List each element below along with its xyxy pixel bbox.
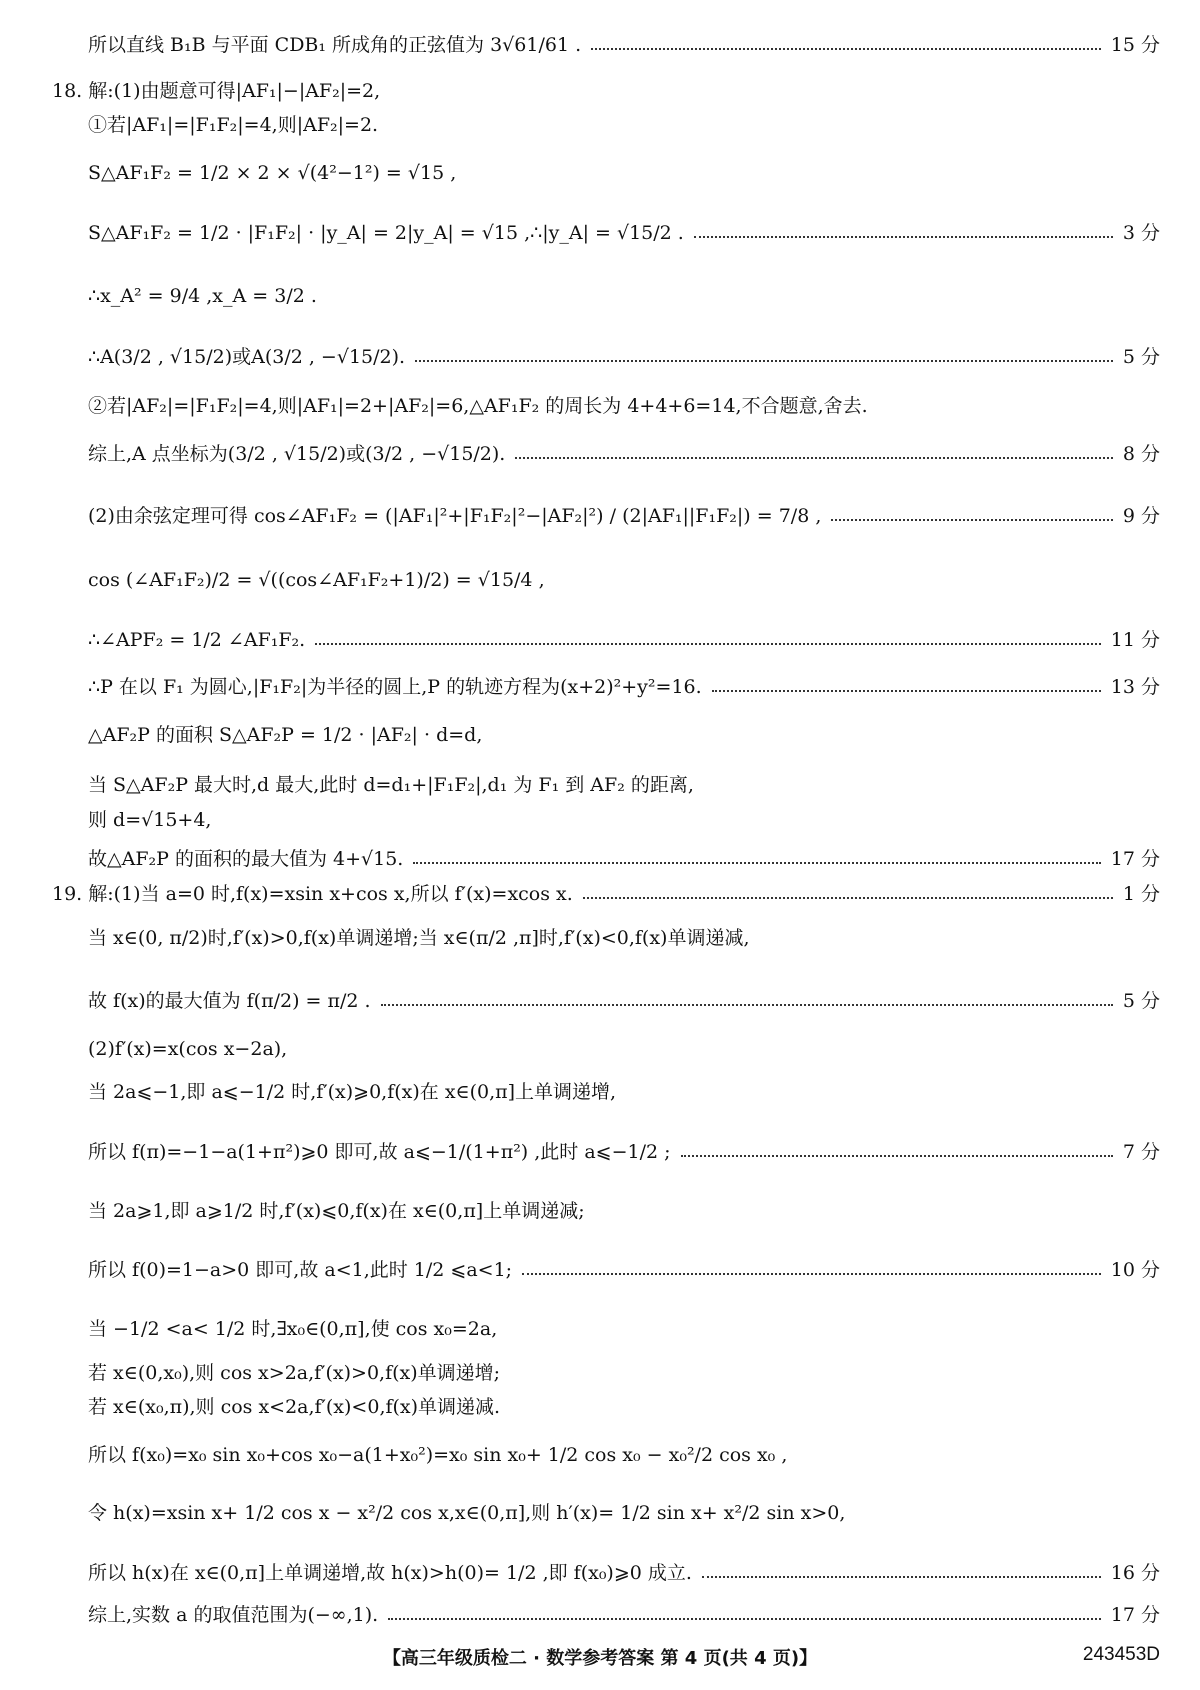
answer-line (88, 722, 1160, 748)
line-text: 则 d=√15+4, (88, 809, 212, 831)
leader-dots (702, 1576, 1101, 1578)
leader-dots (413, 862, 1100, 864)
score-label: 3 分 (1122, 222, 1160, 244)
answer-line (88, 344, 1160, 370)
leader-dots (712, 690, 1101, 692)
score-label: 15 分 (1110, 34, 1160, 56)
line-text: 当 x∈(0, π/2)时,f′(x)>0,f(x)单调递增;当 x∈(π/2 ,π]时,f′(x)<0,f(x)单调递减, (88, 927, 750, 949)
footer-title: 【高三年级质检二 · 数学参考答案 第 4 页(共 4 页)】 (382, 1648, 818, 1669)
score-label: 16 分 (1110, 1562, 1160, 1584)
score-label: 9 分 (1122, 505, 1160, 527)
answer-line (88, 988, 1160, 1014)
answer-line (88, 1079, 1160, 1105)
answer-line (88, 32, 1160, 58)
answer-line (88, 846, 1160, 872)
line-text: 所以直线 B₁B 与平面 CDB₁ 所成角的正弦值为 3√61/61 . (88, 34, 582, 56)
score-label: 11 分 (1110, 629, 1160, 651)
line-text: 所以 f(x₀)=x₀ sin x₀+cos x₀−a(1+x₀²)=x₀ sin x₀+ 1/2 cos x₀ − x₀²/2 cos x₀ , (88, 1444, 788, 1466)
answer-line (88, 807, 1160, 833)
line-text: 当 2a⩽−1,即 a⩽−1/2 时,f′(x)⩾0,f(x)在 x∈(0,π]上单调递增, (88, 1081, 617, 1103)
line-text: 18. 解:(1)由题意可得|AF₁|−|AF₂|=2, (52, 80, 381, 102)
leader-dots (515, 457, 1113, 459)
line-text: 所以 f(π)=−1−a(1+π²)⩾0 即可,故 a⩽−1/(1+π²) ,此时 a⩽−1/2 ; (88, 1141, 671, 1163)
score-label: 7 分 (1122, 1141, 1160, 1163)
line-text: 所以 f(0)=1−a>0 即可,故 a<1,此时 1/2 ⩽a<1; (88, 1259, 513, 1281)
line-text: △AF₂P 的面积 S△AF₂P = 1/2 · |AF₂| · d=d, (88, 724, 483, 746)
score-label: 1 分 (1122, 883, 1160, 905)
line-text: 综上,A 点坐标为(3/2 , √15/2)或(3/2 , −√15/2). (88, 443, 506, 465)
answer-line (88, 627, 1160, 653)
line-text: 故△AF₂P 的面积的最大值为 4+√15. (88, 848, 404, 870)
line-text: ①若|AF₁|=|F₁F₂|=4,则|AF₂|=2. (88, 114, 379, 136)
answer-line (88, 1500, 1160, 1526)
leader-dots (583, 897, 1113, 899)
page-footer (0, 1644, 1200, 1674)
score-label: 17 分 (1110, 848, 1160, 870)
line-text: ∴∠APF₂ = 1/2 ∠AF₁F₂. (88, 629, 306, 651)
answer-line (88, 1139, 1160, 1165)
score-label: 5 分 (1122, 990, 1160, 1012)
leader-dots (381, 1004, 1113, 1006)
score-label: 5 分 (1122, 346, 1160, 368)
answer-line (88, 160, 1160, 186)
line-text: (2)由余弦定理可得 cos∠AF₁F₂ = (|AF₁|²+|F₁F₂|²−|AF₂|²) / (2|AF₁||F₁F₂|) = 7/8 , (88, 505, 822, 527)
document-code: 243453D (1082, 1644, 1160, 1665)
answer-line (88, 1360, 1160, 1386)
answer-line (88, 1442, 1160, 1468)
answer-line (88, 503, 1160, 529)
answer-line (88, 1602, 1160, 1628)
answer-line (88, 925, 1160, 951)
leader-dots (415, 360, 1113, 362)
answer-line (88, 1257, 1160, 1283)
line-text: 故 f(x)的最大值为 f(π/2) = π/2 . (88, 990, 371, 1012)
answer-line (52, 881, 1160, 907)
line-text: 当 −1/2 <a< 1/2 时,∃x₀∈(0,π],使 cos x₀=2a, (88, 1318, 498, 1340)
answer-line (88, 220, 1160, 246)
answer-line (88, 112, 1160, 138)
leader-dots (831, 519, 1112, 521)
score-label: 10 分 (1110, 1259, 1160, 1281)
line-text: 令 h(x)=xsin x+ 1/2 cos x − x²/2 cos x,x∈(0,π],则 h′(x)= 1/2 sin x+ x²/2 sin x>0, (88, 1502, 846, 1524)
leader-dots (388, 1618, 1101, 1620)
score-label: 17 分 (1110, 1604, 1160, 1626)
line-text: 所以 h(x)在 x∈(0,π]上单调递增,故 h(x)>h(0)= 1/2 ,即 f(x₀)⩾0 成立. (88, 1562, 692, 1584)
leader-dots (694, 236, 1113, 238)
leader-dots (591, 48, 1101, 50)
line-text: ②若|AF₂|=|F₁F₂|=4,则|AF₁|=2+|AF₂|=6,△AF₁F₂ 的周长为 4+4+6=14,不合题意,舍去. (88, 395, 868, 417)
answer-line (88, 441, 1160, 467)
line-text: S△AF₁F₂ = 1/2 · |F₁F₂| · |y_A| = 2|y_A| = √15 ,∴|y_A| = √15/2 . (88, 222, 684, 244)
score-label: 8 分 (1122, 443, 1160, 465)
line-text: 19. 解:(1)当 a=0 时,f(x)=xsin x+cos x,所以 f′(x)=xcos x. (52, 883, 573, 905)
answer-line (52, 78, 1160, 104)
answer-line (88, 393, 1160, 419)
line-text: 若 x∈(0,x₀),则 cos x>2a,f′(x)>0,f(x)单调递增; (88, 1362, 501, 1384)
answer-line (88, 674, 1160, 700)
line-text: cos (∠AF₁F₂)/2 = √((cos∠AF₁F₂+1)/2) = √15/4 , (88, 569, 545, 591)
line-text: 综上,实数 a 的取值范围为(−∞,1). (88, 1604, 379, 1626)
line-text: ∴x_A² = 9/4 ,x_A = 3/2 . (88, 285, 317, 307)
leader-dots (522, 1273, 1101, 1275)
answer-line (88, 283, 1160, 309)
line-text: (2)f′(x)=x(cos x−2a), (88, 1038, 288, 1060)
line-text: 若 x∈(x₀,π),则 cos x<2a,f′(x)<0,f(x)单调递减. (88, 1396, 501, 1418)
line-text: 当 S△AF₂P 最大时,d 最大,此时 d=d₁+|F₁F₂|,d₁ 为 F₁ 到 AF₂ 的距离, (88, 774, 694, 796)
answer-line (88, 1198, 1160, 1224)
answer-line (88, 1036, 1160, 1062)
answer-line (88, 567, 1160, 593)
line-text: S△AF₁F₂ = 1/2 × 2 × √(4²−1²) = √15 , (88, 162, 457, 184)
leader-dots (681, 1155, 1113, 1157)
line-text: ∴A(3/2 , √15/2)或A(3/2 , −√15/2). (88, 346, 406, 368)
answer-line (88, 1560, 1160, 1586)
answer-line (88, 1394, 1160, 1420)
line-text: 当 2a⩾1,即 a⩾1/2 时,f′(x)⩽0,f(x)在 x∈(0,π]上单调递减; (88, 1200, 585, 1222)
line-text: ∴P 在以 F₁ 为圆心,|F₁F₂|为半径的圆上,P 的轨迹方程为(x+2)²+y²=16. (88, 676, 702, 698)
leader-dots (315, 643, 1101, 645)
answer-line (88, 772, 1160, 798)
answer-line (88, 1316, 1160, 1342)
score-label: 13 分 (1110, 676, 1160, 698)
